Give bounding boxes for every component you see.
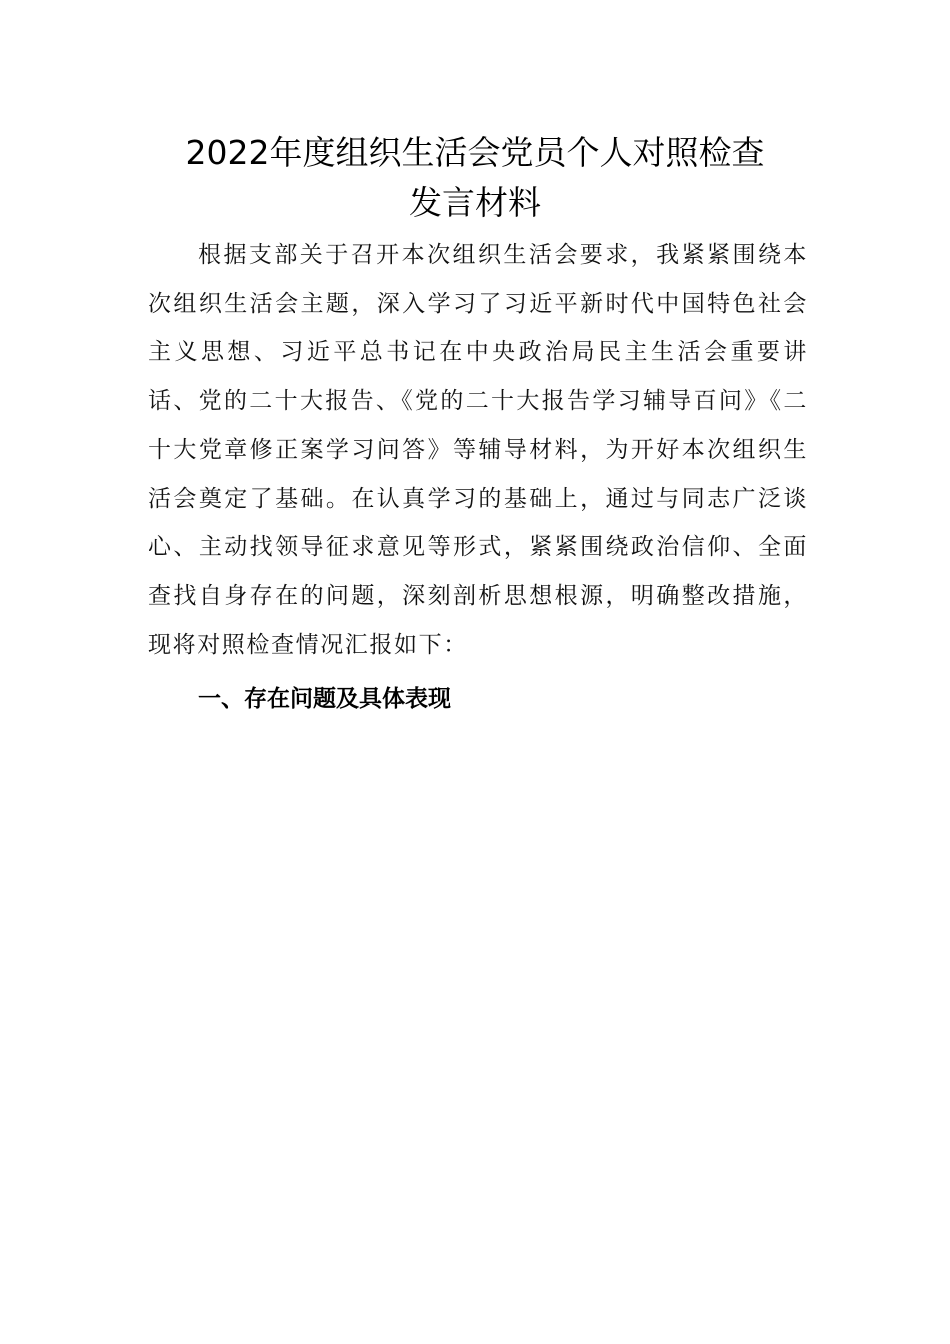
intro-paragraph: 根据支部关于召开本次组织生活会要求，我紧紧围绕本次组织生活会主题，深入学习了习近平新时代中国特色社会主义思想、习近平总书记在中央政治局民主生活会重要讲话、党的二十大报告、《党的二十大报告学习辅导百问》《二十大党章修正案学习问答》等辅导材料，为开好本次组织生活会奠定了基础。在认真学习的基础上，通过与同志广泛谈心、主动找领导征求意见等形式，紧紧围绕政治信仰、全面查找自身存在的问题，深刻剖析思想根源，明确整改措施，现将对照检查情况汇报如下： (148, 242, 808, 658)
document-title-line-2: 发言材料 (409, 183, 541, 222)
section-heading-problems: 一、存在问题及具体表现 (198, 686, 451, 712)
document-title-line-1: 2022年度组织生活会党员个人对照检查 (185, 133, 765, 172)
